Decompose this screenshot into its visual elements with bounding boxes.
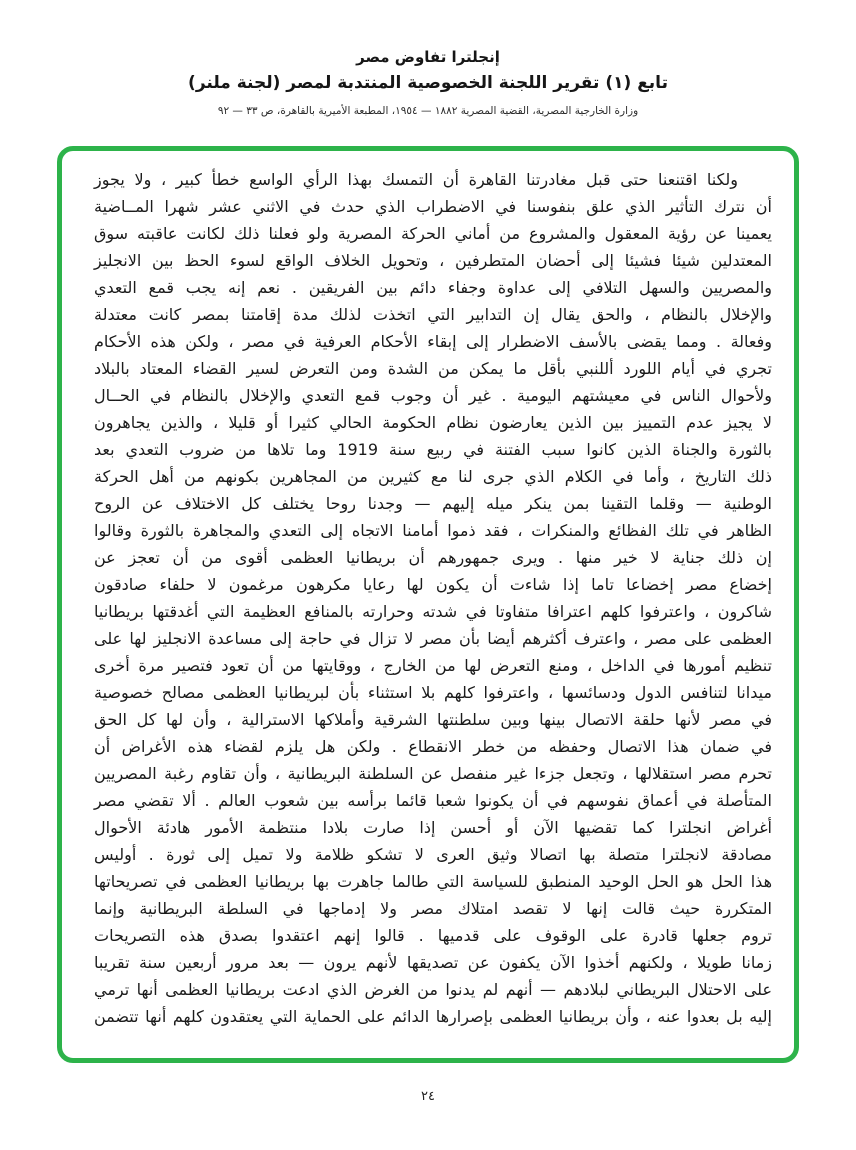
body-text-line: العظمى على مصر ، واعترف أكثرهم أيضا بأن مصر لا تزال في حاجة إلى مساعدة الانجليز لها على bbox=[94, 629, 772, 648]
body-text-line: ذلك التاريخ ، وأما في الكلام الذي جرى لنا مع كثيرين من المجاهرين بكونهم من أهل الحركة bbox=[94, 467, 772, 486]
body-text-line: ولأحوال الناس في معيشتهم اليومية . غير أن وجوب قمع التعدي والإخلال بالنظام في الحــال bbox=[94, 386, 772, 405]
body-text-line: مصادقة لانجلترا متصلة بها اتصالا وثيق العرى لا تشكو ظلامة ولا تميل إلى ثورة . أوليس bbox=[94, 845, 772, 864]
document-subtitle: تابع (١) تقرير اللجنة الخصوصية المنتدبة لمصر (لجنة ملنر) bbox=[188, 73, 668, 93]
body-text-line: إخضاع مصر إخضاعا تاما إذا شاءت أن يكون لها رعايا مكرهون مرغمون لا حلفاء صادقون bbox=[94, 575, 772, 594]
annotation-highlight-box bbox=[57, 146, 799, 1063]
source-citation: وزارة الخارجية المصرية، القضية المصرية ١٨٨٢ — ١٩٥٤، المطبعة الأميرية بالقاهرة، ص ٣٣ — ٩٢ bbox=[217, 105, 639, 117]
body-text-line: المعتدلين شيئا فشيئا إلى أحضان المتطرفين ، وتحويل الخلاف الواقع لسوء الحظ بين الانجليز bbox=[94, 251, 772, 270]
body-text-line: لا يجيز عدم التمييز بين الذين يعارضون نظام الحكومة الحالي كثيرا أو قليلا ، والذين يجاهرون bbox=[94, 413, 772, 432]
body-text-line: أن نترك التأثير الذي علق بنفوسنا في الاضطراب الذي حدث في الاثني عشر شهرا المــاضية bbox=[94, 197, 772, 216]
body-text-line: والمصريين والسهل التلافي إلى عداوة وجفاء دائم بين الفريقين . نعم إنه يجب قمع التعدي bbox=[94, 278, 772, 297]
body-text-block bbox=[94, 166, 772, 1030]
body-text-line: تروم جعلها قادرة على الوقوف على قدميها . قالوا إنهم اعتقدوا بصدق هذه التصريحات bbox=[94, 926, 772, 945]
body-text-line: في مصر لأنها حلقة الاتصال بينها وبين سلطنتها الشرقية وأملاكها الاسترالية ، وأن لها كل الحق bbox=[94, 710, 772, 729]
body-text-line: الوطنية — وقلما التقينا بمن ينكر ميله إليهم — وجدنا روحا يختلف كل الاختلاف عن الروح bbox=[94, 494, 772, 513]
body-text-line: تجري في أيام اللورد أللنبي بأقل ما يمكن من الشدة ومن التعرض لسير القضاء المعتاد بالبلاد bbox=[94, 359, 772, 378]
body-text-line: هذا الحل هو الحل الوحيد المنطبق للسياسة التي طالما جاهرت بها بريطانيا العظمى في تصريحاتها bbox=[94, 872, 772, 891]
page-header bbox=[0, 48, 856, 117]
body-text-line: شاكرون ، واعترفوا كلهم اعترافا متفاوتا في شدته وحرارته بالمنافع العظيمة التي أغدقتها بريطانيا bbox=[94, 602, 772, 621]
body-text-line: والإخلال بالنظام ، والحق يقال إن التدابير التي اتخذت لذلك مدة إقامتنا بمصر كانت معتدلة bbox=[94, 305, 772, 324]
body-text-line: ميدانا لتنافس الدول ودسائسها ، واعترفوا كلهم بلا استثناء بأن لبريطانيا العظمى مصالح خصوصية bbox=[94, 683, 772, 702]
body-text-line: بالثورة والجناة الذين كانوا سبب الفتنة في ربيع سنة 1919 وما تلاها من ضروب التعدي بعد bbox=[94, 440, 773, 459]
body-text-line: إليه بل بعدوا عنه ، وأن بريطانيا العظمى بإصرارها الدائم على الحماية التي يعتقدون كلهم أنها تتضمن bbox=[94, 1007, 772, 1026]
body-text-line: وفعالة . ومما يقضى بالأسف الاضطرار إلى إبقاء الأحكام العرفية في مصر ، ولكن هذه الأحكام bbox=[94, 332, 772, 351]
body-text-line: الظاهر في تلك الفظائع والمنكرات ، فقد ذموا أمامنا الاتجاه إلى التعدي والمجاهرة بالثورة وقالوا bbox=[94, 521, 772, 540]
body-text-line: يعمينا عن رؤية المعقول والمشروع من أماني الحركة المصرية ولو فعلنا ذلك لكانت عاقبته سوق bbox=[94, 224, 772, 243]
body-text-line: على الاحتلال البريطاني لبلادهم — أنهم لم يدنوا من الغرض الذي ادعت بريطانيا العظمى أنها ترمي bbox=[94, 980, 772, 999]
body-text-line: تنظيم أمورها في الداخل ، ومنع التعرض لها من الخارج ، ووقايتها من أن تعود فتصير مرة أخرى bbox=[94, 656, 772, 675]
body-text-line: زمانا طويلا ، ولكنهم أخذوا الآن يكفون عن تصديقها لأنهم يرون — بعد مرور أربعين سنة تقريبا bbox=[94, 953, 772, 972]
body-text-line: ولكنا اقتنعنا حتى قبل مغادرتنا القاهرة أن التمسك بهذا الرأي الواسع خطأ كبير ، ولا يجوز bbox=[94, 170, 738, 189]
body-text-line: تحرم مصر استقلالها ، وتجعل جزءا غير منفصل عن السلطنة البريطانية ، وأن تقاوم رغبة المصريين bbox=[94, 764, 772, 783]
body-text-line: المتكررة حيث قالت إنها لا تقصد امتلاك مصر ولا إدماجها في السلطة البريطانية وإنما bbox=[94, 899, 772, 918]
page-number: ٢٤ bbox=[421, 1089, 435, 1104]
document-title: إنجلترا تفاوض مصر bbox=[356, 48, 500, 66]
body-text-line: أغراض انجلترا كما تقضيها الآن أو أحسن إذا صارت بلادا منتظمة الأمور هادئة الأحوال bbox=[94, 818, 772, 837]
body-text-line: إن ذلك جناية لا خير منها . ويرى جمهورهم أن بريطانيا العظمى أقوى من أن تعجز عن bbox=[94, 548, 772, 567]
body-text-line: في ضمان هذا الاتصال وحفظه من خطر الانقطاع . ولكن هل يلزم لقضاء هذه الأغراض أن bbox=[94, 737, 772, 756]
body-text-line: المتأصلة في أعماق نفوسهم في أن يكونوا شعبا قائما برأسه بين شعوب العالم . ألا تقضي مصر bbox=[94, 791, 772, 810]
